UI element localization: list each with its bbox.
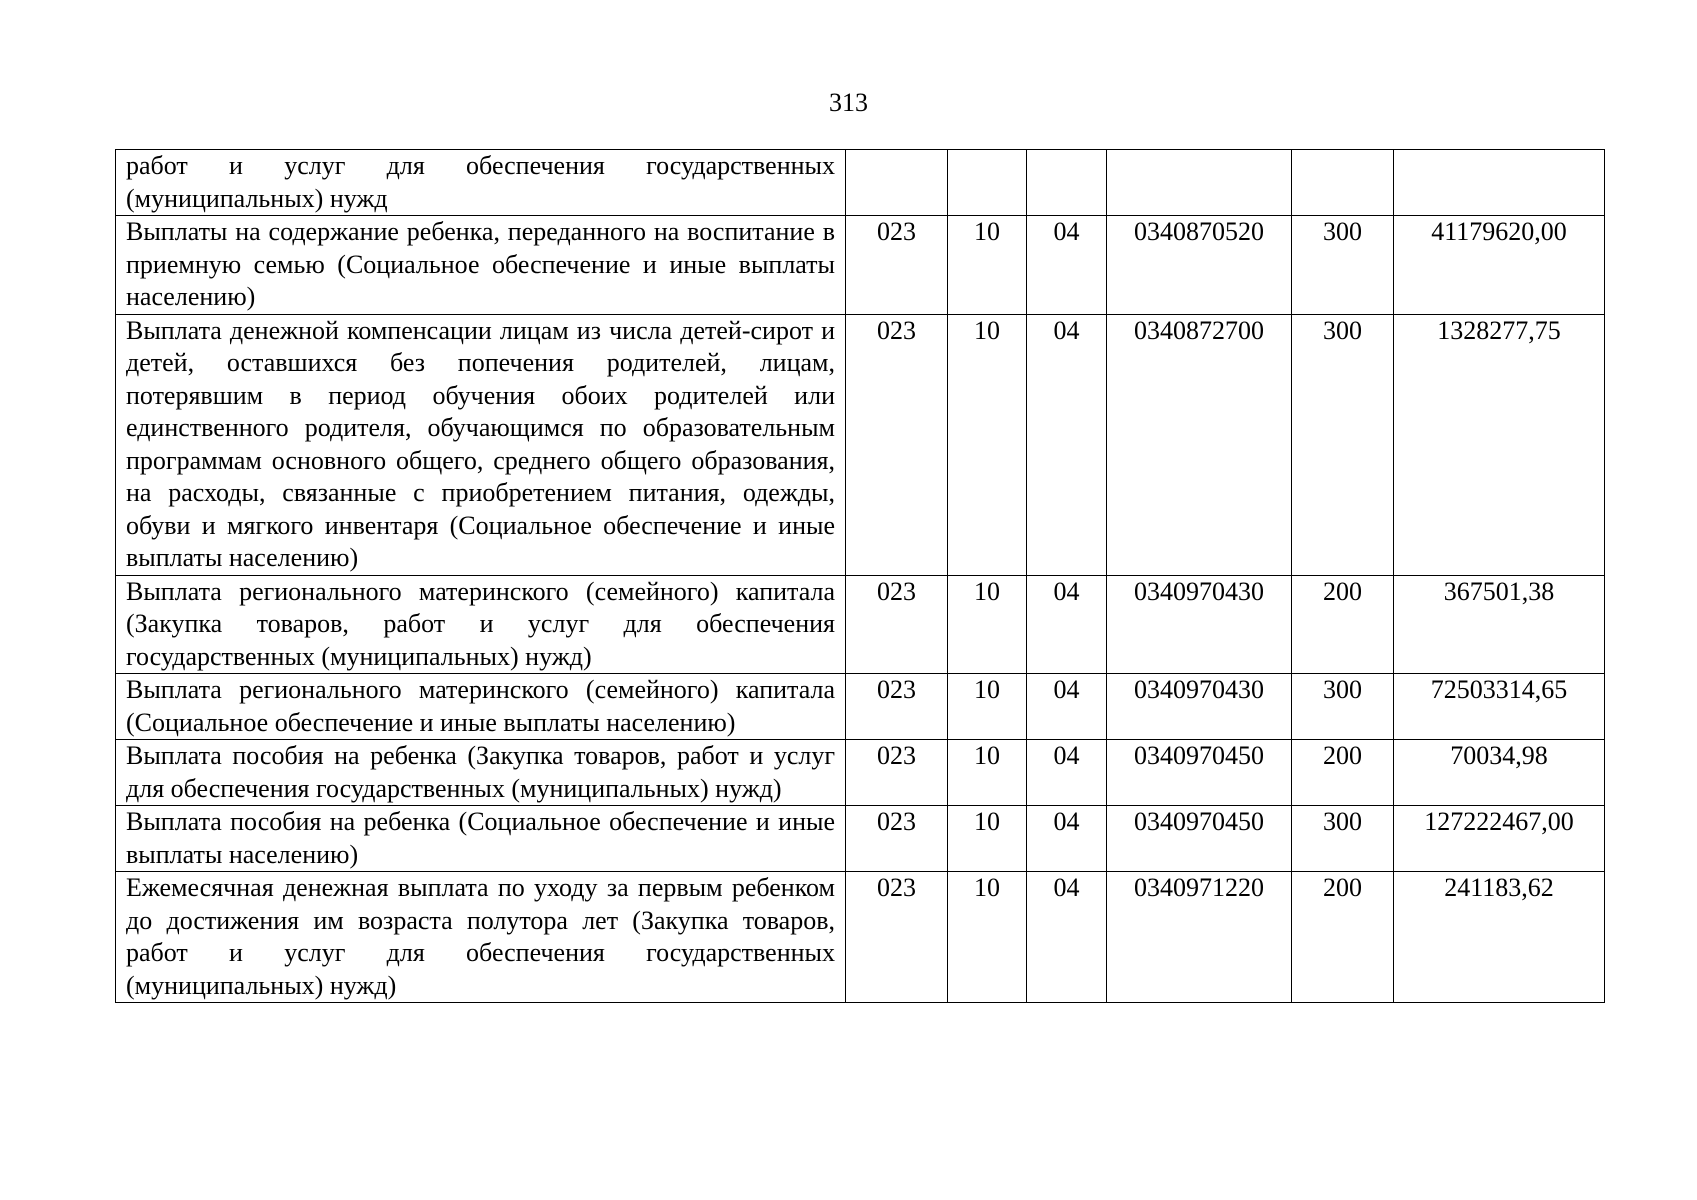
amount: 72503314,65 (1394, 674, 1605, 740)
subsection-code: 04 (1027, 806, 1107, 872)
subsection-code: 04 (1027, 872, 1107, 1003)
table-row (116, 872, 1605, 1003)
expense-type-code: 300 (1292, 674, 1394, 740)
row-description: Выплата денежной компенсации лицам из числа детей-сирот и детей, оставшихся без попечения родителей, лицам, потерявшим в период обучения обоих родителей или единственного родителя, обучающимся по образовательным программам основного общего, среднего общего образования, на расходы, связанные с приобретением питания, одежды, обуви и мягкого инвентаря (Социальное обеспечение и иные выплаты населению) (116, 314, 846, 575)
subsection-code: 04 (1027, 216, 1107, 315)
budget-table-body (116, 150, 1605, 1003)
amount (1394, 150, 1605, 216)
section-code: 10 (948, 872, 1027, 1003)
amount: 241183,62 (1394, 872, 1605, 1003)
ved-code (846, 150, 948, 216)
row-description: Выплаты на содержание ребенка, переданного на воспитание в приемную семью (Социальное обеспечение и иные выплаты населению) (116, 216, 846, 315)
budget-table (115, 149, 1605, 1003)
target-article-code: 0340970450 (1107, 806, 1292, 872)
table-row (116, 314, 1605, 575)
ved-code: 023 (846, 216, 948, 315)
expense-type-code: 200 (1292, 575, 1394, 674)
expense-type-code: 300 (1292, 216, 1394, 315)
target-article-code: 0340970450 (1107, 740, 1292, 806)
section-code: 10 (948, 314, 1027, 575)
target-article-code: 0340970430 (1107, 674, 1292, 740)
ved-code: 023 (846, 806, 948, 872)
target-article-code: 0340970430 (1107, 575, 1292, 674)
subsection-code: 04 (1027, 575, 1107, 674)
section-code: 10 (948, 216, 1027, 315)
table-row (116, 806, 1605, 872)
target-article-code: 0340870520 (1107, 216, 1292, 315)
row-description: Выплата регионального материнского (семейного) капитала (Закупка товаров, работ и услуг для обеспечения государственных (муниципальных) нужд) (116, 575, 846, 674)
table-row (116, 674, 1605, 740)
row-description: Ежемесячная денежная выплата по уходу за первым ребенком до достижения им возраста полутора лет (Закупка товаров, работ и услуг для обеспечения государственных (муниципальных) нужд) (116, 872, 846, 1003)
table-row (116, 575, 1605, 674)
expense-type-code: 300 (1292, 314, 1394, 575)
table-row (116, 150, 1605, 216)
ved-code: 023 (846, 872, 948, 1003)
expense-type-code: 200 (1292, 872, 1394, 1003)
row-description: Выплата регионального материнского (семейного) капитала (Социальное обеспечение и иные выплаты населению) (116, 674, 846, 740)
target-article-code: 0340872700 (1107, 314, 1292, 575)
amount: 127222467,00 (1394, 806, 1605, 872)
target-article-code: 0340971220 (1107, 872, 1292, 1003)
expense-type-code (1292, 150, 1394, 216)
ved-code: 023 (846, 314, 948, 575)
target-article-code (1107, 150, 1292, 216)
section-code: 10 (948, 806, 1027, 872)
expense-type-code: 200 (1292, 740, 1394, 806)
section-code: 10 (948, 740, 1027, 806)
table-row (116, 216, 1605, 315)
amount: 367501,38 (1394, 575, 1605, 674)
table-row (116, 740, 1605, 806)
subsection-code: 04 (1027, 314, 1107, 575)
row-description: Выплата пособия на ребенка (Закупка товаров, работ и услуг для обеспечения государственных (муниципальных) нужд) (116, 740, 846, 806)
section-code: 10 (948, 674, 1027, 740)
page-number: 313 (829, 88, 868, 117)
row-description: Выплата пособия на ребенка (Социальное обеспечение и иные выплаты населению) (116, 806, 846, 872)
row-description: работ и услуг для обеспечения государственных (муниципальных) нужд (116, 150, 846, 216)
section-code: 10 (948, 575, 1027, 674)
ved-code: 023 (846, 740, 948, 806)
ved-code: 023 (846, 674, 948, 740)
amount: 1328277,75 (1394, 314, 1605, 575)
subsection-code: 04 (1027, 674, 1107, 740)
amount: 70034,98 (1394, 740, 1605, 806)
expense-type-code: 300 (1292, 806, 1394, 872)
amount: 41179620,00 (1394, 216, 1605, 315)
subsection-code (1027, 150, 1107, 216)
ved-code: 023 (846, 575, 948, 674)
section-code (948, 150, 1027, 216)
subsection-code: 04 (1027, 740, 1107, 806)
